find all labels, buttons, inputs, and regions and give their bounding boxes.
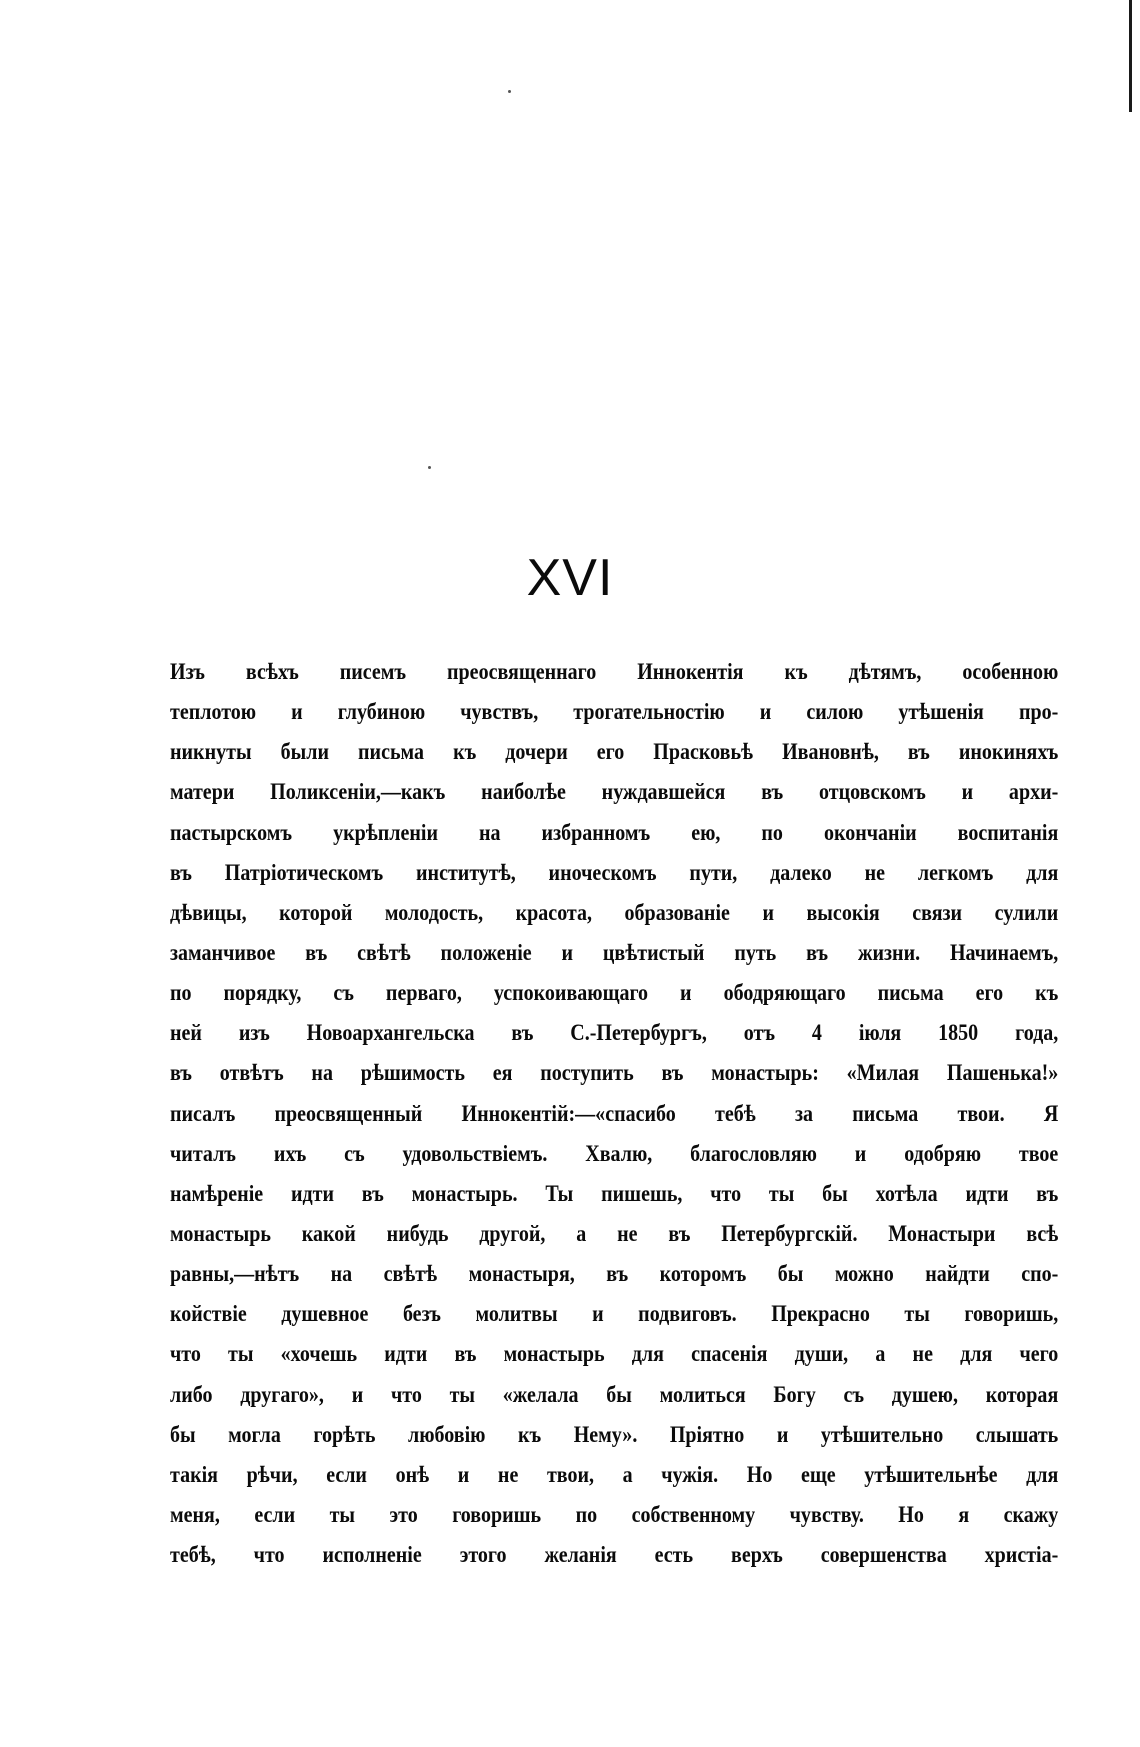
- text-line: дѣвицы, которой молодость, красота, образованіе и высокія связи сулили: [170, 899, 1059, 925]
- text-line: теплотою и глубиною чувствъ, трогательностію и силою утѣшенія про-: [170, 699, 1059, 725]
- text-line: койствіе душевное безъ молитвы и подвиговъ. Прекрасно ты говоришь,: [170, 1301, 1059, 1327]
- text-line: читалъ ихъ съ удовольствіемъ. Хвалю, благословляю и одобряю твое: [170, 1140, 1059, 1166]
- text-line: въ отвѣтъ на рѣшимость ея поступить въ монастырь: «Милая Пашенька!»: [170, 1060, 1059, 1086]
- text-line: равны,—нѣтъ на свѣтѣ монастыря, въ которомъ бы можно найдти спо-: [170, 1261, 1059, 1287]
- text-line: такія рѣчи, если онѣ и не твои, а чужія. Но еще утѣшительнѣе для: [170, 1461, 1059, 1487]
- text-line: намѣреніе идти въ монастырь. Ты пишешь, что ты бы хотѣла идти въ: [170, 1180, 1059, 1206]
- text-line: монастырь какой нибудь другой, а не въ Петербургскій. Монастыри всѣ: [170, 1220, 1059, 1246]
- text-line: бы могла горѣть любовію къ Нему». Пріятно и утѣшительно слышать: [170, 1421, 1059, 1447]
- text-line: пастырскомъ укрѣпленіи на избранномъ ею, по окончаніи воспитанія: [170, 819, 1059, 845]
- scan-edge-line: [1129, 0, 1132, 112]
- text-line: меня, если ты это говоришь по собственному чувству. Но я скажу: [170, 1501, 1059, 1527]
- body-paragraph: [170, 652, 1059, 1575]
- text-line: ней изъ Новоархангельска въ С.-Петербургъ, отъ 4 іюля 1850 года,: [170, 1020, 1059, 1046]
- text-line: тебѣ, что исполненіе этого желанія есть верхъ совершенства христіа-: [170, 1542, 1059, 1568]
- text-line: что ты «хочешь идти въ монастырь для спасенія души, а не для чего: [170, 1341, 1059, 1367]
- text-line: матери Поликсеніи,—какъ наиболѣе нуждавшейся въ отцовскомъ и архи-: [170, 779, 1059, 805]
- text-line: либо другаго», и что ты «желала бы молиться Богу съ душею, которая: [170, 1381, 1059, 1407]
- scan-speck: [508, 90, 511, 93]
- text-line: по порядку, съ перваго, успокоивающаго и ободряющаго письма его къ: [170, 980, 1059, 1006]
- text-line: въ Патріотическомъ институтѣ, иноческомъ пути, далеко не легкомъ для: [170, 859, 1059, 885]
- text-line: Изъ всѣхъ писемъ преосвященнаго Иннокентія къ дѣтямъ, особенною: [170, 659, 1059, 684]
- scan-speck: [428, 466, 431, 469]
- text-line: писалъ преосвященный Иннокентій:—«спасибо тебѣ за письма твои. Я: [170, 1100, 1059, 1126]
- text-line: заманчивое въ свѣтѣ положеніе и цвѣтистый путь въ жизни. Начинаемъ,: [170, 939, 1059, 965]
- chapter-number: XVI: [526, 549, 614, 607]
- text-line: никнуты были письма къ дочери его Прасковьѣ Ивановнѣ, въ инокиняхъ: [170, 739, 1059, 765]
